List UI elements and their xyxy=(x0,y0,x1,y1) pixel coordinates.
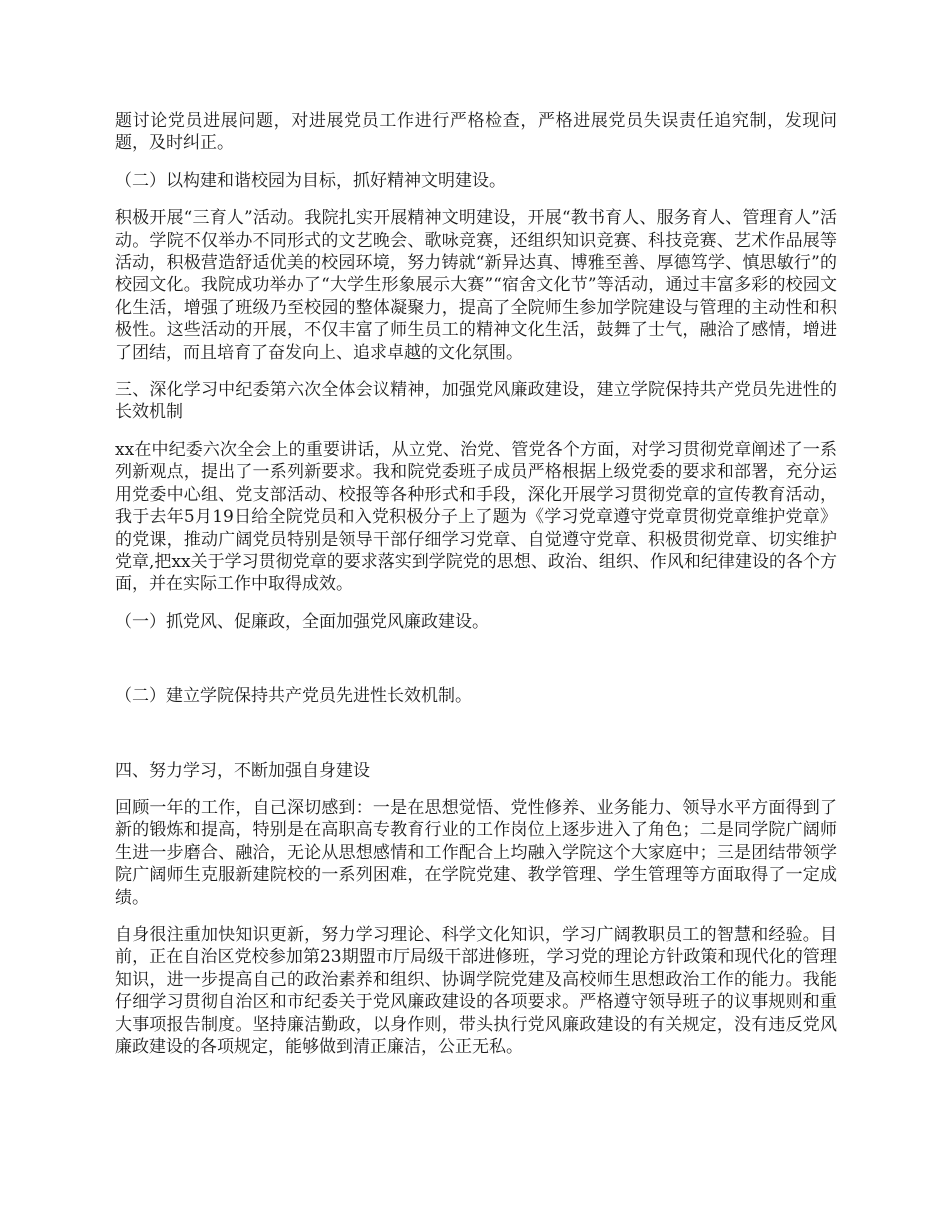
paragraph-party-member-review: 题讨论党员进展问题，对进展党员工作进行严格检查，严格进展党员失误责任追究制，发现问题，及时纠正。 xyxy=(115,111,837,154)
paragraph-year-review: 回顾一年的工作，自己深切感到：一是在思想觉悟、党性修养、业务能力、领导水平方面得到了新的锻炼和提高，特别是在高职高专教育行业的工作岗位上逐步进入了角色；二是同学院广阔师生进一步磨合、融洽，无论从思想感情和工作配合上均融入学院这个大家庭中；三是团结带领学院广阔师生克服新建院校的一系列困难，在学院党建、教学管理、学生管理等方面取得了一定成绩。 xyxy=(115,797,837,908)
heading-long-term-mechanism: （二）建立学院保持共产党员先进性长效机制。 xyxy=(115,686,472,707)
heading-harmonious-campus: （二）以构建和谐校园为目标，抓好精神文明建设。 xyxy=(115,170,506,191)
heading-clean-governance: （一）抓党风、促廉政，全面加强党风廉政建设。 xyxy=(115,611,489,632)
paragraph-self-study: 自身很注重加快知识更新，努力学习理论、科学文化知识，学习广阔教职员工的智慧和经验。目前，正在自治区党校参加第23期盟市厅局级干部进修班，学习党的理论方针政策和现代化的管理知识，进一步提高自己的政治素养和组织、协调学院党建及高校师生思想政治工作的能力。我能仔细学习贯彻自治区和市纪委关于党风廉政建设的各项要求。严格遵守领导班子的议事规则和重大事项报告制度。坚持廉洁勤政，以身作则，带头执行党风廉政建设的有关规定，没有违反党风廉政建设的各项规定，能够做到清正廉洁，公正无私。 xyxy=(115,924,837,1057)
heading-section-four: 四、努力学习，不断加强自身建设 xyxy=(115,760,370,781)
document-page xyxy=(115,110,837,1073)
paragraph-party-constitution: xx在中纪委六次全会上的重要讲话，从立党、治党、管党各个方面，对学习贯彻党章阐述了一系列新观点，提出了一系列新要求。我和院党委班子成员严格根据上级党委的要求和部署，充分运用党委中心组、党支部活动、校报等各种形式和手段，深化开展学习贯彻党章的宣传教育活动，我于去年5月19日给全院党员和入党积极分子上了题为《学习党章遵守党章贯彻党章维护党章》的党课，推动广阔党员特别是领导干部仔细学习党章、自觉遵守党章、积极贯彻党章、切实维护党章,把xx关于学习贯彻党章的要求落实到学院党的思想、政治、组织、作风和纪律建设的各个方面，并在实际工作中取得成效。 xyxy=(115,439,837,595)
heading-section-three: 三、深化学习中纪委第六次全体会议精神，加强党风廉政建设，建立学院保持共产党员先进性的长效机制 xyxy=(115,380,837,423)
paragraph-three-education: 积极开展“三育人”活动。我院扎实开展精神文明建设，开展“教书育人、服务育人、管理育人”活动。学院不仅举办不同形式的文艺晚会、歌咏竞赛，还组织知识竞赛、科技竞赛、艺术作品展等活动，积极营造舒适优美的校园环境，努力铸就“新异达真、博雅至善、厚德笃学、慎思敏行”的校园文化。我院成功举办了“大学生形象展示大赛”“宿舍文化节”等活动，通过丰富多彩的校园文化生活，增强了班级乃至校园的整体凝聚力，提高了全院师生参加学院建设与管理的主动性和积极性。这些活动的开展，不仅丰富了师生员工的精神文化生活，鼓舞了士气，融洽了感情，增进了团结，而且培育了奋发向上、追求卓越的文化氛围。 xyxy=(115,208,837,363)
